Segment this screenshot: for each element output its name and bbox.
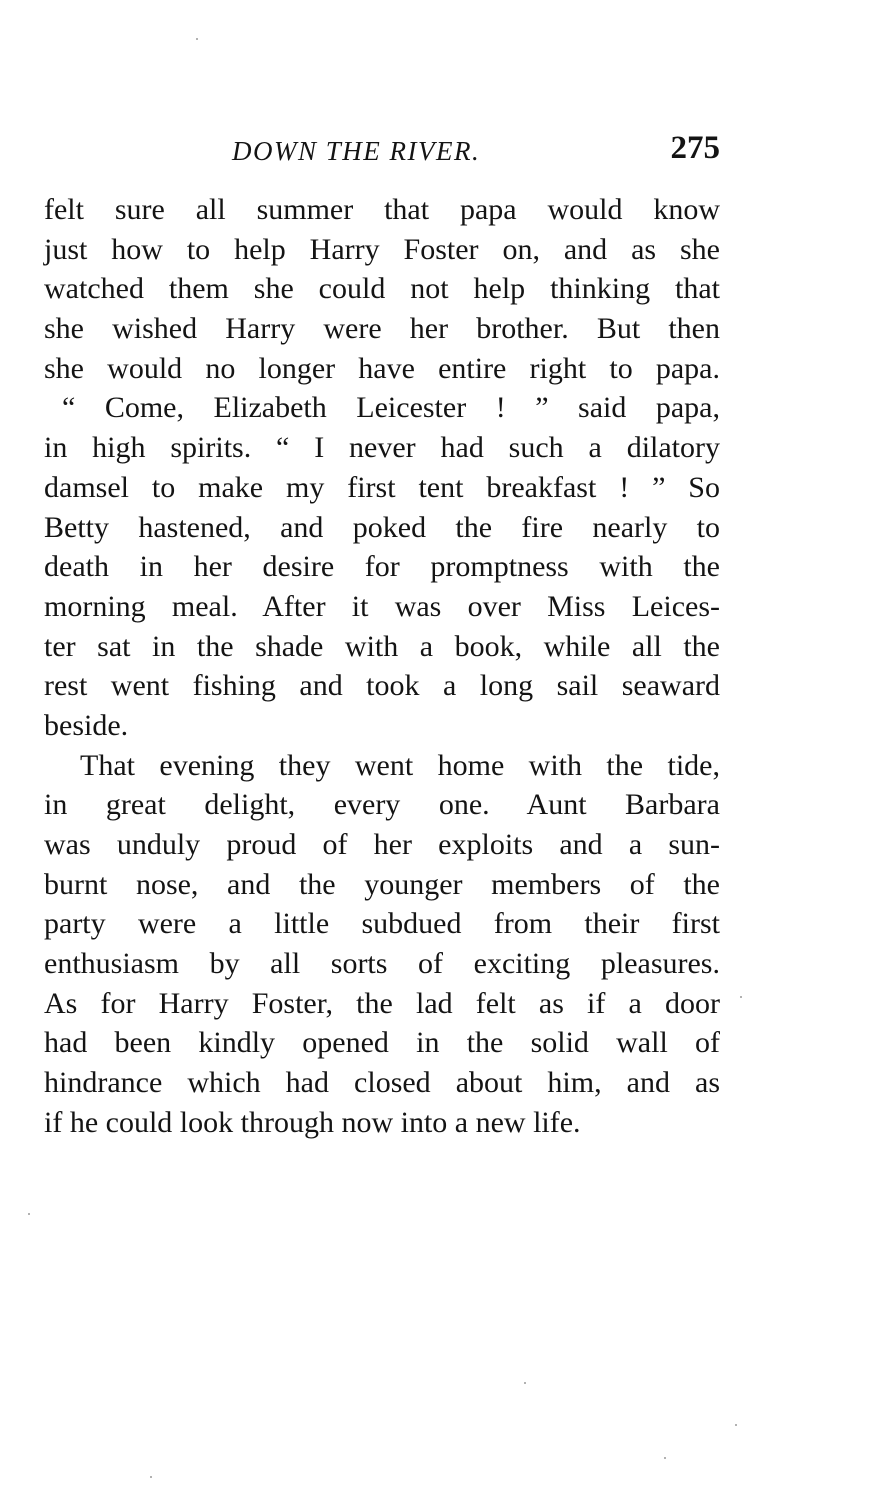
text-line: beside. <box>44 708 129 742</box>
text-line: if he could look through now into a new life. <box>44 1105 581 1139</box>
page-number: 275 <box>670 130 720 166</box>
text-line: in great delight, every one. Aunt Barbara <box>44 788 720 822</box>
text-line: “ Come, Elizabeth Leicester ! ” said papa, <box>62 391 720 425</box>
text-line: Betty hastened, and poked the fire nearly to <box>44 510 720 544</box>
paragraph-1 <box>44 190 720 388</box>
text-line: damsel to make my first tent breakfast ! ” So <box>44 470 720 504</box>
text-line: watched them she could not help thinking that <box>44 272 720 306</box>
text-line: she would no longer have entire right to papa. <box>44 351 720 385</box>
text-line: morning meal. After it was over Miss Leices- <box>44 589 720 623</box>
text-line: in high spirits. “ I never had such a dilatory <box>44 431 720 465</box>
paper-speck <box>664 1457 666 1459</box>
paper-speck <box>740 996 742 998</box>
paper-speck <box>524 1382 526 1384</box>
text-line: hindrance which had closed about him, and as <box>44 1066 720 1100</box>
text-line: party were a little subdued from their first <box>44 907 720 941</box>
text-line: she wished Harry were her brother. But then <box>44 312 720 346</box>
text-line: That evening they went home with the tide, <box>80 748 720 782</box>
text-line: enthusiasm by all sorts of exciting pleasures. <box>44 947 720 981</box>
text-line: ter sat in the shade with a book, while all the <box>44 629 720 663</box>
text-line: death in her desire for promptness with the <box>44 550 720 584</box>
running-head <box>44 130 720 176</box>
paper-speck <box>28 1213 30 1215</box>
text-line: As for Harry Foster, the lad felt as if a door <box>44 986 720 1020</box>
running-title: DOWN THE RIVER. <box>232 136 481 166</box>
text-line: rest went fishing and took a long sail seaward <box>44 669 720 703</box>
text-line: was unduly proud of her exploits and a sun- <box>44 828 720 861</box>
text-line: had been kindly opened in the solid wall of <box>44 1026 720 1060</box>
paragraph-2 <box>44 388 720 745</box>
text-line: felt sure all summer that papa would know <box>44 193 720 226</box>
paragraph-3 <box>44 746 720 1143</box>
paper-speck <box>150 1476 152 1478</box>
paper-speck <box>735 1424 737 1426</box>
body-text <box>44 190 720 1143</box>
text-line: just how to help Harry Foster on, and as she <box>44 232 720 266</box>
paper-speck <box>196 38 198 40</box>
text-line: burnt nose, and the younger members of the <box>44 867 720 901</box>
